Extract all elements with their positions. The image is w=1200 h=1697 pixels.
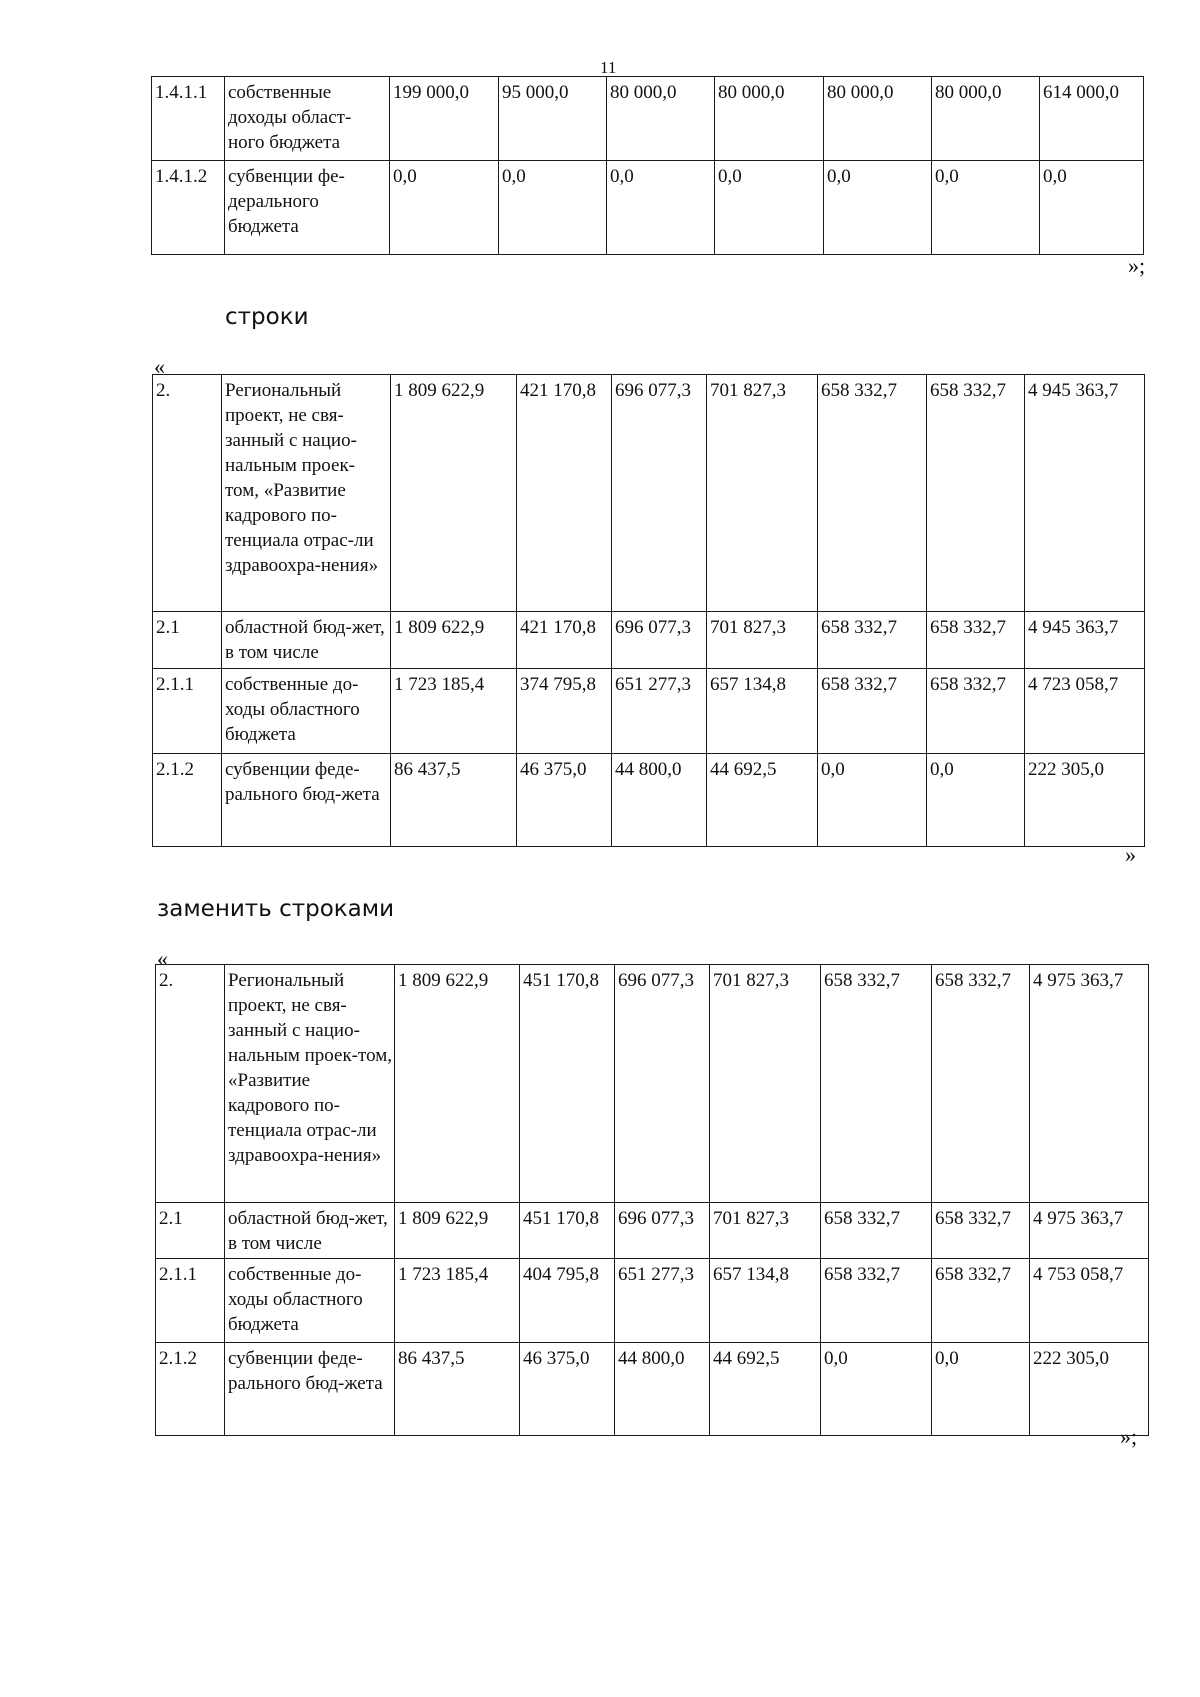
value-cell: 658 332,7 [927,375,1025,612]
row-number-cell: 2.1.2 [156,1343,225,1436]
table-row [156,965,1149,1203]
value-cell: 0,0 [932,1343,1030,1436]
value-cell: 451 170,8 [520,965,615,1203]
opening-quote-2: « [154,354,165,379]
value-cell: 199 000,0 [390,77,499,161]
value-cell: 0,0 [499,161,607,255]
heading-replace-with: заменить строками [157,896,395,922]
budget-table-new-rows [155,964,1149,1436]
value-cell: 614 000,0 [1040,77,1144,161]
value-cell: 0,0 [818,754,927,847]
value-cell: 696 077,3 [612,375,707,612]
row-number-cell: 2. [156,965,225,1203]
value-cell: 4 945 363,7 [1025,375,1145,612]
value-cell: 658 332,7 [821,1203,932,1259]
table-row [152,161,1144,255]
value-cell: 658 332,7 [932,1259,1030,1343]
value-cell: 421 170,8 [517,612,612,669]
value-cell: 222 305,0 [1030,1343,1149,1436]
value-cell: 658 332,7 [821,965,932,1203]
value-cell: 222 305,0 [1025,754,1145,847]
row-number-cell: 1.4.1.2 [152,161,225,255]
value-cell: 0,0 [932,161,1040,255]
value-cell: 701 827,3 [710,965,821,1203]
value-cell: 4 945 363,7 [1025,612,1145,669]
value-cell: 696 077,3 [612,612,707,669]
value-cell: 80 000,0 [824,77,932,161]
row-name-cell: Региональный проект, не свя-занный с нацио-нальным проек-том, «Развитие кадрового по-тенциала отрас-ли здравоохра-нения» [222,375,391,612]
value-cell: 0,0 [390,161,499,255]
value-cell: 657 134,8 [710,1259,821,1343]
value-cell: 4 753 058,7 [1030,1259,1149,1343]
value-cell: 44 692,5 [707,754,818,847]
table-row [153,612,1145,669]
value-cell: 696 077,3 [615,1203,710,1259]
value-cell: 95 000,0 [499,77,607,161]
budget-table-old-rows [152,374,1145,847]
value-cell: 701 827,3 [707,375,818,612]
value-cell: 701 827,3 [707,612,818,669]
row-name-cell: субвенции феде-рального бюд-жета [225,1343,395,1436]
row-name-cell: собственные до-ходы областного бюджета [222,669,391,754]
row-number-cell: 2.1.1 [156,1259,225,1343]
value-cell: 374 795,8 [517,669,612,754]
value-cell: 658 332,7 [932,1203,1030,1259]
value-cell: 658 332,7 [821,1259,932,1343]
value-cell: 404 795,8 [520,1259,615,1343]
value-cell: 46 375,0 [520,1343,615,1436]
value-cell: 44 692,5 [710,1343,821,1436]
value-cell: 0,0 [715,161,824,255]
table-row [152,77,1144,161]
value-cell: 421 170,8 [517,375,612,612]
value-cell: 658 332,7 [932,965,1030,1203]
value-cell: 80 000,0 [932,77,1040,161]
value-cell: 657 134,8 [707,669,818,754]
value-cell: 658 332,7 [818,375,927,612]
closing-quote-2: » [1125,842,1136,867]
value-cell: 4 723 058,7 [1025,669,1145,754]
value-cell: 658 332,7 [927,669,1025,754]
value-cell: 0,0 [1040,161,1144,255]
value-cell: 4 975 363,7 [1030,965,1149,1203]
value-cell: 1 723 185,4 [395,1259,520,1343]
budget-table-top [151,76,1144,255]
opening-quote-3: « [157,946,168,971]
table-row [156,1343,1149,1436]
value-cell: 1 809 622,9 [391,612,517,669]
row-number-cell: 2.1 [153,612,222,669]
row-name-cell: областной бюд-жет, в том числе [222,612,391,669]
table-row [156,1259,1149,1343]
row-number-cell: 2.1.1 [153,669,222,754]
page-number: 11 [600,58,617,77]
row-number-cell: 1.4.1.1 [152,77,225,161]
value-cell: 696 077,3 [615,965,710,1203]
value-cell: 86 437,5 [395,1343,520,1436]
value-cell: 80 000,0 [715,77,824,161]
value-cell: 44 800,0 [612,754,707,847]
value-cell: 1 809 622,9 [395,965,520,1203]
row-name-cell: субвенции феде-рального бюд-жета [222,754,391,847]
value-cell: 1 809 622,9 [391,375,517,612]
row-name-cell: субвенции фе-дерального бюджета [225,161,390,255]
heading-lines: строки [225,304,309,330]
value-cell: 46 375,0 [517,754,612,847]
value-cell: 658 332,7 [818,612,927,669]
value-cell: 651 277,3 [615,1259,710,1343]
table-row [153,669,1145,754]
table-row [156,1203,1149,1259]
value-cell: 0,0 [607,161,715,255]
table-row [153,375,1145,612]
value-cell: 658 332,7 [927,612,1025,669]
row-number-cell: 2.1.2 [153,754,222,847]
row-number-cell: 2. [153,375,222,612]
value-cell: 44 800,0 [615,1343,710,1436]
table-row [153,754,1145,847]
closing-quote-1: »; [1128,253,1146,278]
value-cell: 4 975 363,7 [1030,1203,1149,1259]
value-cell: 0,0 [927,754,1025,847]
row-name-cell: Региональный проект, не свя-занный с нацио-нальным проек-том, «Развитие кадрового по-тенциала отрас-ли здравоохра-нения» [225,965,395,1203]
value-cell: 0,0 [824,161,932,255]
value-cell: 1 809 622,9 [395,1203,520,1259]
closing-quote-3: »; [1120,1424,1138,1449]
row-name-cell: собственные до-ходы областного бюджета [225,1259,395,1343]
row-name-cell: собственные доходы област-ного бюджета [225,77,390,161]
row-number-cell: 2.1 [156,1203,225,1259]
value-cell: 451 170,8 [520,1203,615,1259]
value-cell: 1 723 185,4 [391,669,517,754]
value-cell: 86 437,5 [391,754,517,847]
row-name-cell: областной бюд-жет, в том числе [225,1203,395,1259]
value-cell: 658 332,7 [818,669,927,754]
value-cell: 701 827,3 [710,1203,821,1259]
value-cell: 80 000,0 [607,77,715,161]
value-cell: 0,0 [821,1343,932,1436]
value-cell: 651 277,3 [612,669,707,754]
